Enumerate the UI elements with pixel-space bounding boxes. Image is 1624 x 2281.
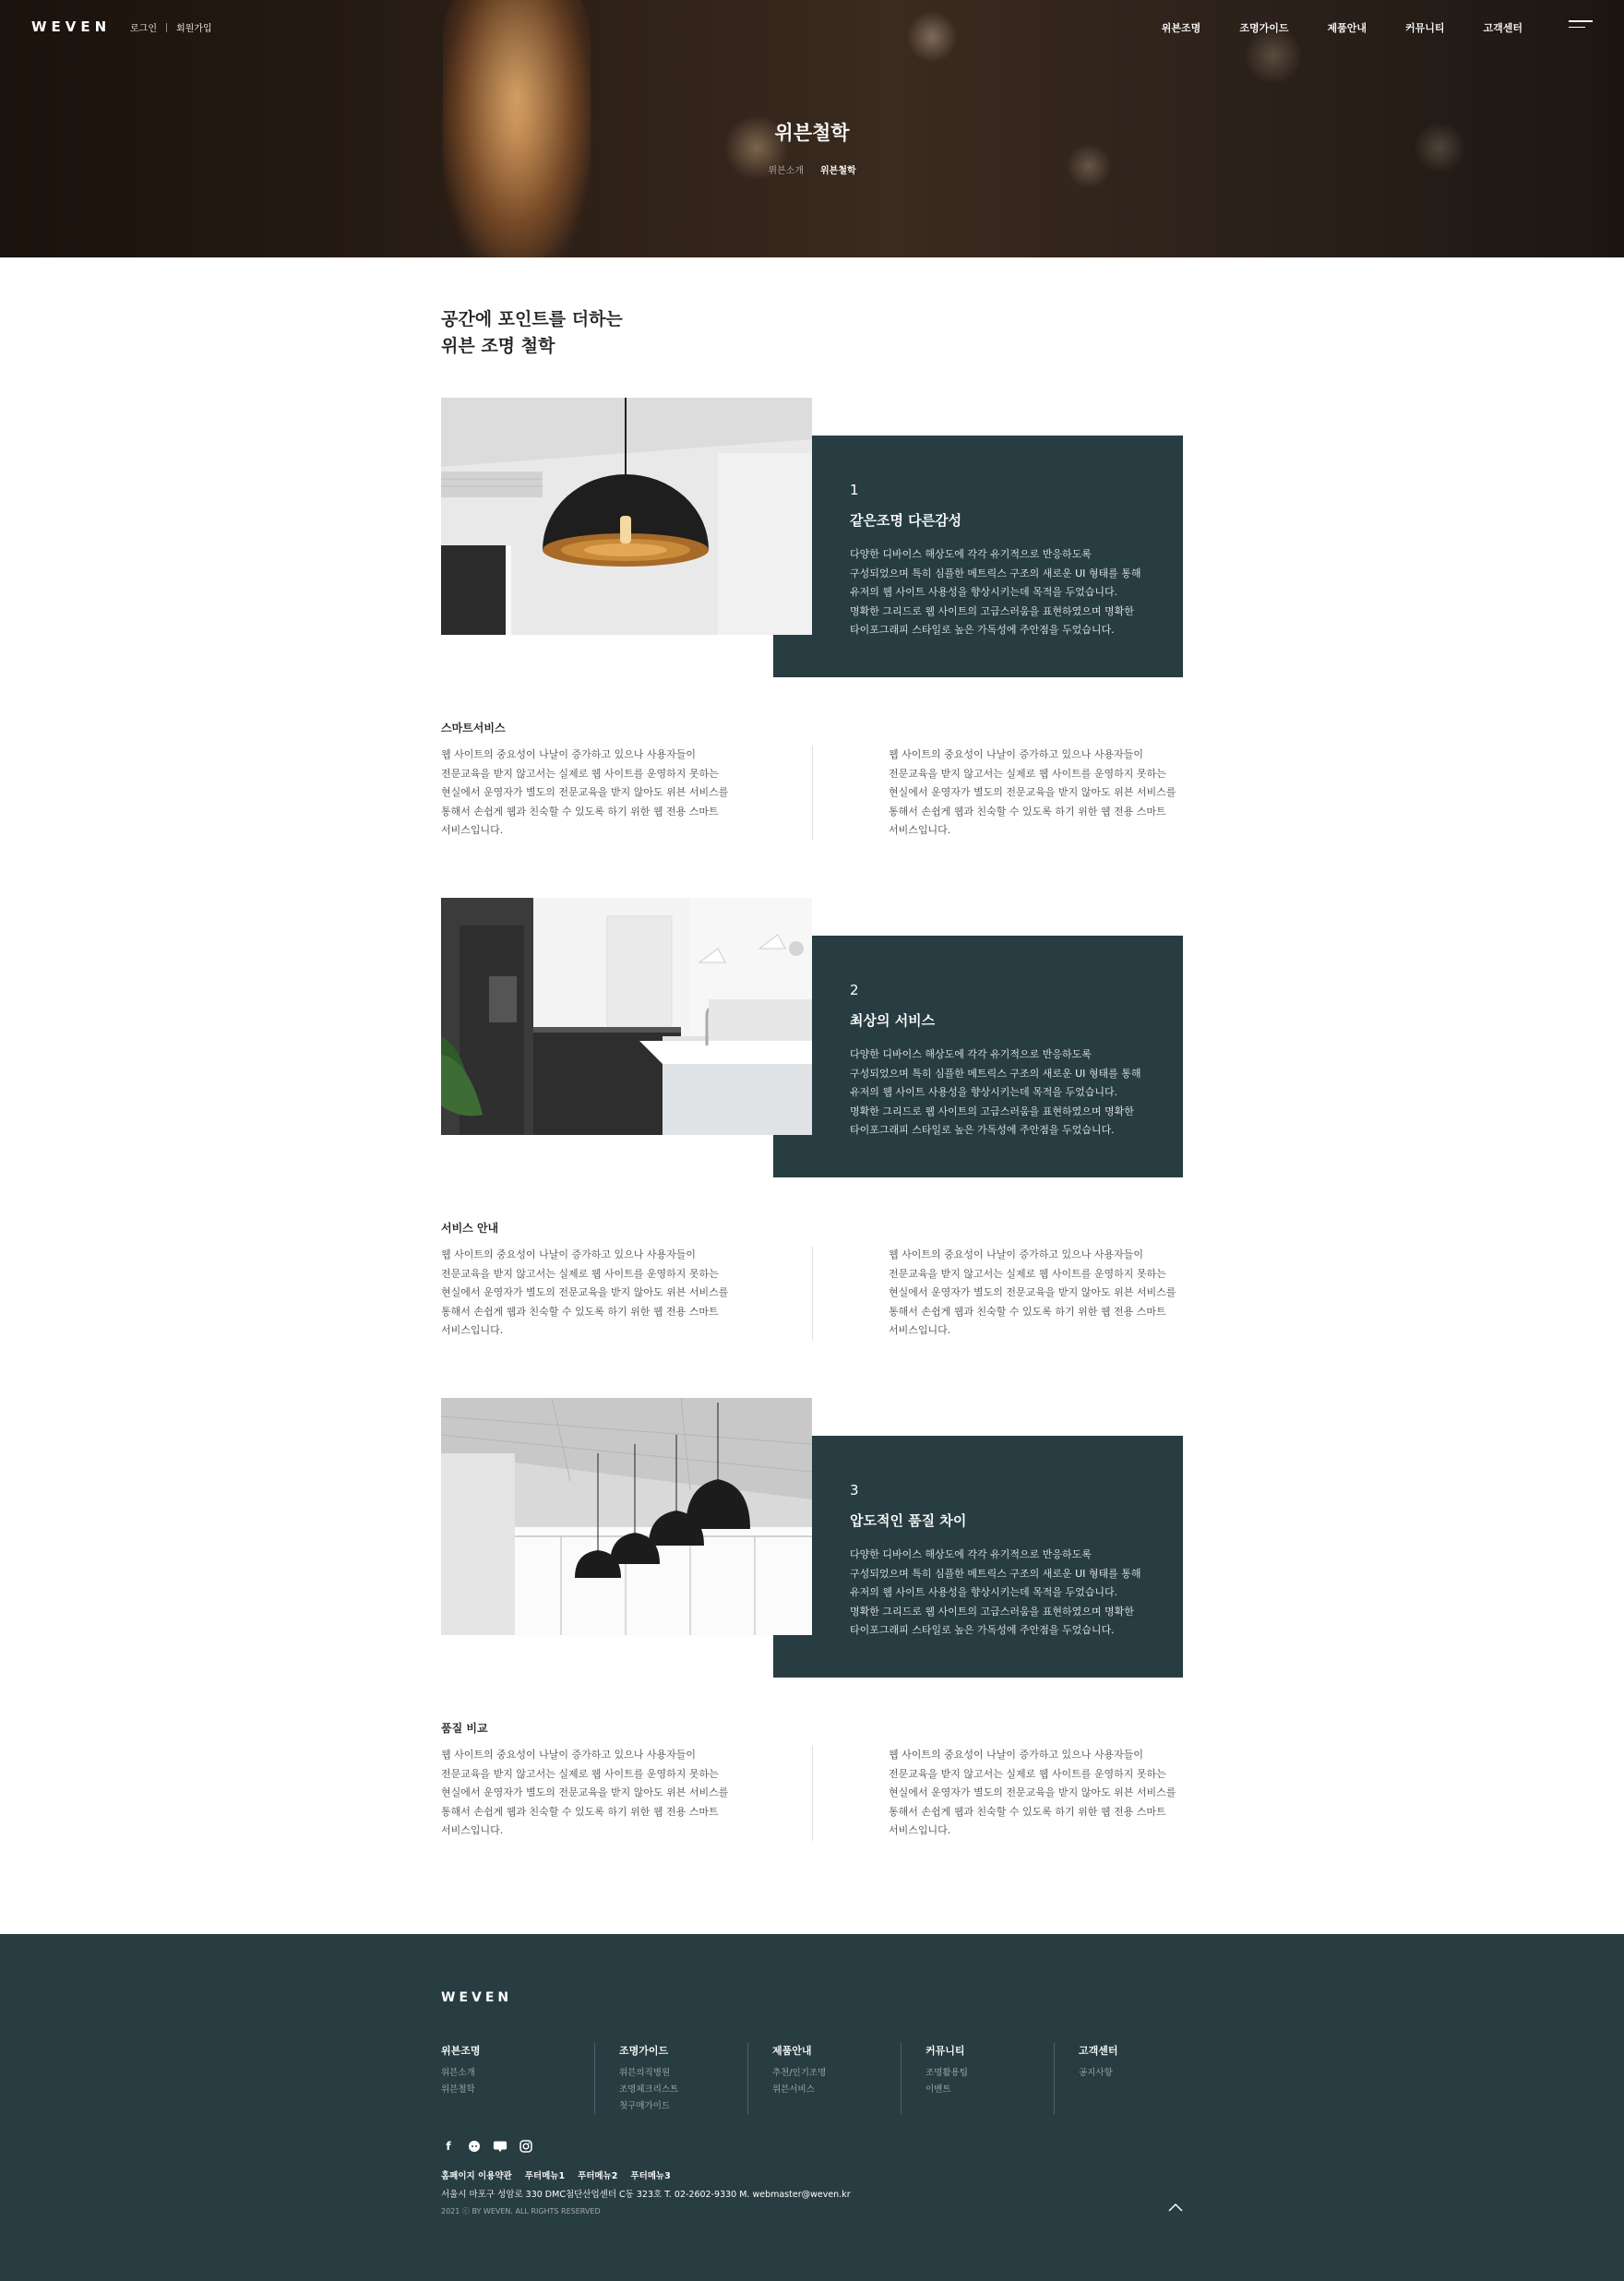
footer-link[interactable]: 조명체크리스트	[619, 2084, 679, 2095]
section-text-right: 웹 사이트의 중요성이 나날이 증가하고 있으나 사용자들이 전문교육을 받지 않고서는 실제로 웹 사이트를 운영하지 못하는 현실에서 운영자가 별도의 전문교육을 받지 않아도 위븐 서비스를 통해서 손쉽게 웹과 친숙할 수 있도록 하기 위한 웹 전용 스마트 서비스입니다.	[812, 1746, 1183, 1841]
footer-link[interactable]: 첫구매가이드	[619, 2101, 671, 2111]
nav-item-community[interactable]: 커뮤니티	[1404, 22, 1445, 34]
footer-link[interactable]: 위븐서비스	[772, 2084, 815, 2095]
site-logo[interactable]: WEVEN	[31, 18, 112, 35]
footer-link[interactable]: 추천/인기조명	[772, 2068, 827, 2078]
footer-link[interactable]: 공지사항	[1079, 2068, 1113, 2078]
scroll-top-icon[interactable]	[1166, 2199, 1185, 2217]
section-text-left: 웹 사이트의 중요성이 나날이 증가하고 있으나 사용자들이 전문교육을 받지 않고서는 실제로 웹 사이트를 운영하지 못하는 현실에서 운영자가 별도의 전문교육을 받지 않아도 위븐 서비스를 통해서 손쉽게 웹과 친숙할 수 있도록 하기 위한 웹 전용 스마트 서비스입니다.	[441, 1248, 729, 1336]
facebook-icon[interactable]: f	[446, 2140, 451, 2153]
footer-column-title[interactable]: 위븐조명	[441, 2045, 481, 2057]
section-text-left: 웹 사이트의 중요성이 나날이 증가하고 있으나 사용자들이 전문교육을 받지 않고서는 실제로 웹 사이트를 운영하지 못하는 현실에서 운영자가 별도의 전문교육을 받지 않아도 위븐 서비스를 통해서 손쉽게 웹과 친숙할 수 있도록 하기 위한 웹 전용 스마트 서비스입니다.	[441, 748, 729, 836]
nav-item-lighting[interactable]: 위븐조명	[1161, 22, 1201, 34]
footer-address: 서울시 마포구 성암로 330 DMC첨단산업센터 C동 323호 T. 02-2602-9330 M. webmaster@weven.kr	[441, 2190, 851, 2200]
chat-icon[interactable]	[467, 2139, 482, 2154]
nav-item-products[interactable]: 제품안내	[1327, 22, 1367, 34]
footer-link[interactable]: 위븐소개	[441, 2068, 475, 2078]
hero-banner	[0, 0, 1624, 257]
footer-link[interactable]: 이벤트	[925, 2084, 951, 2095]
section-heading: 품질 비교	[441, 1722, 488, 1735]
terms-link[interactable]: 홈페이지 이용약관	[441, 2171, 512, 2181]
main-nav	[1162, 20, 1522, 35]
feature-description: 다양한 디바이스 해상도에 각각 유기적으로 반응하도록 구성되었으며 특히 심플한 메트릭스 구조의 새로운 UI 형태를 통해 유저의 웹 사이트 사용성을 향상시키는데 목적을 두었습니다. 명확한 그리드로 웹 사이트의 고급스러움을 표현하였으며 명확한 타이포그래피 스타일로 높은 가독성에 주안점을 두었습니다.	[850, 1048, 1141, 1136]
feature-description: 다양한 디바이스 해상도에 각각 유기적으로 반응하도록 구성되었으며 특히 심플한 메트릭스 구조의 새로운 UI 형태를 통해 유저의 웹 사이트 사용성을 향상시키는데 목적을 두었습니다. 명확한 그리드로 웹 사이트의 고급스러움을 표현하였으며 명확한 타이포그래피 스타일로 높은 가독성에 주안점을 두었습니다.	[850, 548, 1141, 636]
ceiling-lamps-photo	[441, 1398, 812, 1635]
footer-column-support	[1054, 2043, 1207, 2115]
feature-description: 다양한 디바이스 해상도에 각각 유기적으로 반응하도록 구성되었으며 특히 심플한 메트릭스 구조의 새로운 UI 형태를 통해 유저의 웹 사이트 사용성을 향상시키는데 목적을 두었습니다. 명확한 그리드로 웹 사이트의 고급스러움을 표현하였으며 명확한 타이포그래피 스타일로 높은 가독성에 주안점을 두었습니다.	[850, 1548, 1141, 1636]
footer-link[interactable]: 위븐철학	[441, 2084, 475, 2095]
breadcrumb	[0, 162, 1624, 176]
footer-column-products	[747, 2043, 901, 2115]
pendant-lamp-photo	[441, 398, 812, 635]
section-heading: 스마트서비스	[441, 722, 506, 734]
intro-line-2: 위븐 조명 철학	[441, 336, 555, 356]
page-title: 위븐철학	[774, 122, 850, 144]
feature-title: 같은조명 다른감성	[850, 512, 962, 529]
section-heading: 서비스 안내	[441, 1222, 499, 1235]
footer-column-title[interactable]: 커뮤니티	[925, 2045, 965, 2057]
feature-card-1	[773, 436, 1183, 677]
footer-column-title[interactable]: 제품안내	[772, 2045, 812, 2057]
feature-block-1	[441, 398, 1183, 679]
social-links	[441, 2139, 533, 2154]
signup-link[interactable]: 회원가입	[175, 24, 212, 34]
feature-number: 3	[850, 1482, 859, 1499]
nav-item-guide[interactable]: 조명가이드	[1239, 22, 1289, 34]
footer-sitemap	[441, 2043, 1207, 2115]
service-section-1	[441, 720, 1183, 849]
site-footer	[0, 1934, 1624, 2281]
hamburger-menu-icon[interactable]	[1569, 20, 1593, 33]
footer-menu-2[interactable]: 푸터메뉴2	[578, 2171, 618, 2181]
footer-menu-3[interactable]: 푸터메뉴3	[630, 2171, 671, 2181]
footer-policy-links	[441, 2168, 671, 2181]
intro-line-1: 공간에 포인트를 더하는	[441, 309, 623, 329]
intro-heading	[441, 306, 623, 360]
footer-menu-1[interactable]: 푸터메뉴1	[524, 2171, 566, 2181]
feature-number: 2	[850, 982, 859, 998]
footer-copyright: 2021 ⓒ BY WEVEN. ALL RIGHTS RESERVED	[441, 2207, 601, 2215]
footer-link[interactable]: 조명활용팁	[925, 2068, 968, 2078]
kitchen-photo	[441, 898, 812, 1135]
footer-column-guide	[594, 2043, 747, 2115]
section-text-left: 웹 사이트의 중요성이 나날이 증가하고 있으나 사용자들이 전문교육을 받지 않고서는 실제로 웹 사이트를 운영하지 못하는 현실에서 운영자가 별도의 전문교육을 받지 않아도 위븐 서비스를 통해서 손쉽게 웹과 친숙할 수 있도록 하기 위한 웹 전용 스마트 서비스입니다.	[441, 1749, 729, 1836]
service-section-2	[441, 1220, 1183, 1349]
section-text-right: 웹 사이트의 중요성이 나날이 증가하고 있으나 사용자들이 전문교육을 받지 않고서는 실제로 웹 사이트를 운영하지 못하는 현실에서 운영자가 별도의 전문교육을 받지 않아도 위븐 서비스를 통해서 손쉽게 웹과 친숙할 수 있도록 하기 위한 웹 전용 스마트 서비스입니다.	[812, 1246, 1183, 1341]
footer-link[interactable]: 위븐의직병원	[619, 2068, 671, 2078]
feature-number: 1	[850, 482, 859, 498]
feature-card-3	[773, 1436, 1183, 1678]
breadcrumb-item-about[interactable]: 위븐소개	[768, 166, 804, 176]
service-section-3	[441, 1720, 1183, 1849]
instagram-icon[interactable]	[519, 2139, 533, 2154]
feature-card-2	[773, 936, 1183, 1177]
auth-links	[130, 20, 212, 34]
footer-column-lighting	[441, 2043, 594, 2115]
feature-block-3	[441, 1398, 1183, 1679]
nav-item-support[interactable]: 고객센터	[1483, 22, 1522, 34]
breadcrumb-item-current: 위븐철학	[820, 166, 856, 176]
footer-column-community	[901, 2043, 1054, 2115]
auth-divider	[166, 23, 167, 32]
feature-title: 최상의 서비스	[850, 1012, 936, 1029]
blog-icon[interactable]	[493, 2139, 508, 2154]
section-text-right: 웹 사이트의 중요성이 나날이 증가하고 있으나 사용자들이 전문교육을 받지 않고서는 실제로 웹 사이트를 운영하지 못하는 현실에서 운영자가 별도의 전문교육을 받지 않아도 위븐 서비스를 통해서 손쉽게 웹과 친숙할 수 있도록 하기 위한 웹 전용 스마트 서비스입니다.	[812, 746, 1183, 841]
feature-title: 압도적인 품질 차이	[850, 1512, 967, 1529]
feature-block-2	[441, 898, 1183, 1179]
footer-column-title[interactable]: 조명가이드	[619, 2045, 669, 2057]
footer-logo[interactable]: WEVEN	[441, 1990, 513, 2005]
footer-column-title[interactable]: 고객센터	[1079, 2045, 1118, 2057]
login-link[interactable]: 로그인	[130, 24, 157, 34]
